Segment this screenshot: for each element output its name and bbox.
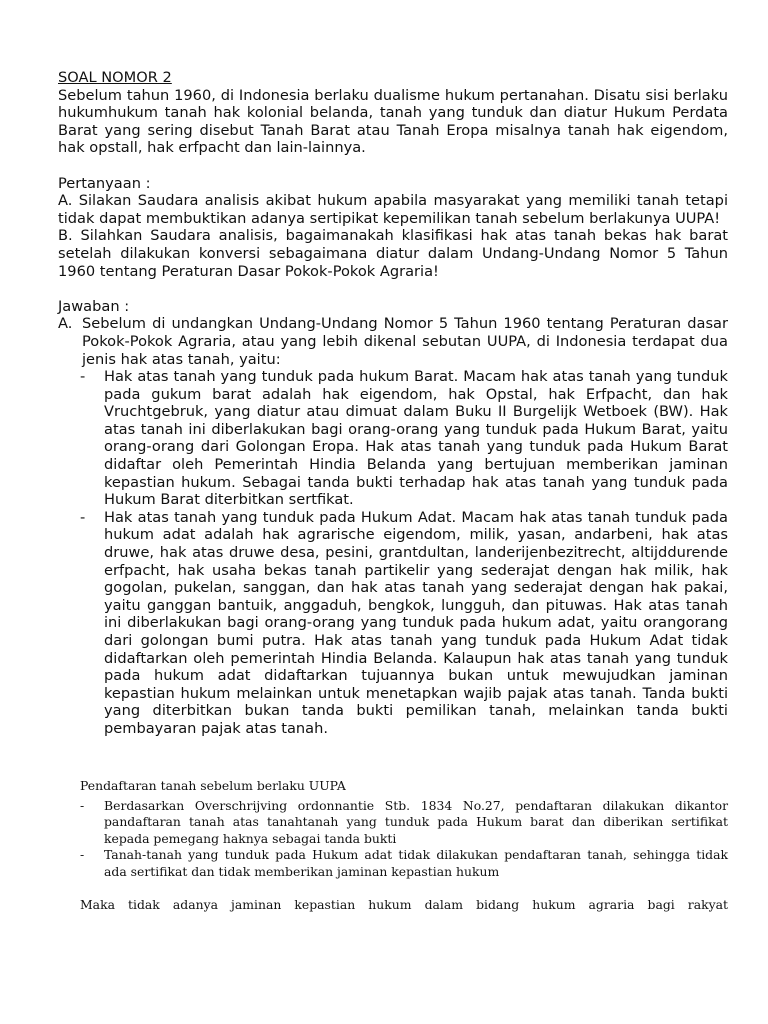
answer-a: [58, 315, 728, 368]
bullet-text: Hak atas tanah yang tunduk pada hukum Barat. Macam hak atas tanah yang tunduk pada gukum barat adalah hak eigendom, hak Opstal, hak Erfpacht, dan hak Vruchtgebruk, yang diatur atau dimuat dalam Buku II Burgelijk Wetboek (BW). Hak atas tanah ini diberlakukan bagi orang-orang yang tunduk pada Hukum Barat, yaitu orang-orang dari Golongan Eropa. Hak atas tanah yang tunduk pada Hukum Barat didaftar oleh Pemerintah Hindia Belanda yang bertujuan memberikan jaminan kepastian hukum. Sebagai tanda bukti terhadap hak atas tanah yang tunduk pada Hukum Barat diterbitkan sertfikat.: [104, 368, 728, 509]
intro-paragraph: Sebelum tahun 1960, di Indonesia berlaku dualisme hukum pertanahan. Disatu sisi berlaku hukumhukum tanah hak kolonial belanda, tanah yang tunduk dan diatur Hukum Perdata Barat yang sering disebut Tanah Barat atau Tanah Eropa misalnya tanah hak eigendom, hak opstall, hak erfpacht dan lain-lainnya.: [58, 86, 728, 157]
question-b: B. Silahkan Saudara analisis, bagaimanakah klasifikasi hak atas tanah bekas hak barat setelah dilakukan konversi sebagaimana diatur dalam Undang-Undang Nomor 5 Tahun 1960 tentang Peraturan Dasar Pokok-Pokok Agraria!: [58, 227, 728, 280]
page-title: SOAL NOMOR 2: [58, 69, 172, 86]
answer-a-bullets: [58, 368, 728, 737]
list-item: [80, 368, 728, 509]
bullet-text: Hak atas tanah yang tunduk pada Hukum Adat. Macam hak atas tanah tunduk pada hukum adat adalah hak agrarische eigendom, milik, yasan, andarbeni, hak atas druwe, hak atas druwe desa, pesini, grantdultan, landerijenbezitrecht, altijddurende erfpacht, hak usaha bekas tanah partikelir yang sederajat dengan hak milik, hak gogolan, pukelan, sanggan, dan hak atas tanah yang sederajat dengan hak pakai, yaitu ganggan bantuik, anggaduh, bengkok, lungguh, dan pituwas. Hak atas tanah ini diberlakukan bagi orang-orang yang tunduk pada hukum adat, yaitu orangorang dari golongan bumi putra. Hak atas tanah yang tunduk pada Hukum Adat tidak didaftarkan oleh pemerintah Hindia Belanda. Kalaupun hak atas tanah yang tunduk pada hukum adat didaftarkan tujuannya bukan untuk mewujudkan jaminan kepastian hukum melainkan untuk menetapkan wajib pajak atas tanah. Tanda bukti yang diterbitkan bukan tanda bukti pemilikan tanah, melainkan tanda bukti pembayaran pajak atas tanah.: [104, 508, 728, 737]
questions-heading: Pertanyaan :: [58, 174, 151, 192]
list-item: [80, 847, 728, 880]
document-page: [58, 69, 728, 738]
bullet-dash: -: [80, 797, 85, 813]
answers-heading: Jawaban :: [58, 297, 130, 315]
question-a: A. Silakan Saudara analisis akibat hukum apabila masyarakat yang memiliki tanah tetapi tidak dapat membuktikan adanya sertipikat kepemilikan tanah sebelum berlakunya UUPA!: [58, 192, 728, 227]
answer-a-marker: A.: [58, 315, 73, 333]
answer-a-text: Sebelum di undangkan Undang-Undang Nomor 5 Tahun 1960 tentang Peraturan dasar Pokok-Pokok Agraria, atau yang lebih dikenal sebutan UUPA, di Indonesia terdapat dua jenis hak atas tanah, yaitu:: [82, 315, 728, 368]
registration-heading: Pendaftaran tanah sebelum berlaku UUPA: [80, 778, 346, 793]
bullet-text: Tanah-tanah yang tunduk pada Hukum adat tidak dilakukan pendaftaran tanah, sehingga tidak ada sertifikat dan tidak memberikan jaminan kepastian hukum: [104, 847, 728, 879]
registration-section: [80, 778, 728, 926]
list-item: [80, 509, 728, 738]
spacer: [58, 280, 728, 298]
list-item: [80, 798, 728, 848]
bullet-dash: -: [80, 368, 86, 386]
bullet-text: Berdasarkan Overschrijving ordonnantie Stb. 1834 No.27, pendaftaran dilakukan dikantor pandaftaran tanah atas tanahtanah yang tunduk pada Hukum barat dan diberikan sertifikat kepada pemegang haknya sebagai tanda bukti: [104, 797, 728, 846]
conclusion-paragraph: Maka tidak adanya jaminan kepastian hukum dalam bidang hukum agraria bagi rakyat: [80, 896, 728, 912]
bullet-dash: -: [80, 847, 85, 863]
spacer: [58, 157, 728, 175]
bullet-dash: -: [80, 508, 86, 526]
